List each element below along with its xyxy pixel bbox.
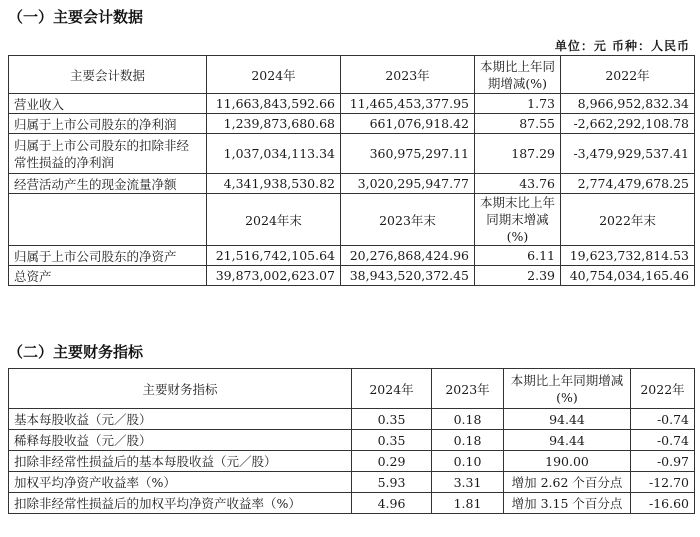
section-title-accounting-data: （一）主要会计数据 (8, 8, 144, 26)
header-cell: 2024年末 (207, 194, 341, 246)
row-label: 归属于上市公司股东的扣除非经常性损益的净利润 (9, 134, 207, 174)
table-row (9, 430, 695, 451)
value-cell: -16.60 (631, 493, 695, 514)
header-cell: 2023年 (341, 56, 475, 94)
row-label: 归属于上市公司股东的净资产 (9, 246, 207, 266)
header-cell: 2022年 (631, 369, 695, 409)
value-cell: 1.81 (432, 493, 504, 514)
value-cell: 1.73 (475, 94, 561, 114)
table-row (9, 114, 695, 134)
value-cell: 6.11 (475, 246, 561, 266)
value-cell: 2.39 (475, 266, 561, 286)
value-cell: 5.93 (352, 472, 432, 493)
header-cell: 2024年 (352, 369, 432, 409)
header-cell: 2023年 (432, 369, 504, 409)
value-cell: 0.29 (352, 451, 432, 472)
header-cell: 本期比上年同期增减(%) (504, 369, 631, 409)
table-header-row (9, 369, 695, 409)
header-cell: 主要财务指标 (9, 369, 352, 409)
value-cell: 661,076,918.42 (341, 114, 475, 134)
table-row (9, 94, 695, 114)
value-cell: 39,873,002,623.07 (207, 266, 341, 286)
value-cell: 94.44 (504, 409, 631, 430)
value-cell: 4,341,938,530.82 (207, 174, 341, 194)
value-cell: 1,239,873,680.68 (207, 114, 341, 134)
header-cell: 2022年末 (561, 194, 695, 246)
value-cell: -0.74 (631, 430, 695, 451)
value-cell: -2,662,292,108.78 (561, 114, 695, 134)
header-cell: 本期末比上年同期末增减(%) (475, 194, 561, 246)
value-cell: -3,479,929,537.41 (561, 134, 695, 174)
row-label: 扣除非经常性损益后的基本每股收益（元／股） (9, 451, 352, 472)
value-cell: 4.96 (352, 493, 432, 514)
value-cell: 0.18 (432, 409, 504, 430)
table-row (9, 493, 695, 514)
value-cell: 0.35 (352, 430, 432, 451)
row-label: 归属于上市公司股东的净利润 (9, 114, 207, 134)
row-label: 加权平均净资产收益率（%） (9, 472, 352, 493)
table-subheader-row (9, 194, 695, 246)
table-row (9, 472, 695, 493)
value-cell: 0.18 (432, 430, 504, 451)
row-label: 经营活动产生的现金流量净额 (9, 174, 207, 194)
value-cell: 19,623,732,814.53 (561, 246, 695, 266)
section-title-financial-indicators: （二）主要财务指标 (8, 343, 144, 361)
header-cell: 2023年末 (341, 194, 475, 246)
value-cell: 2,774,479,678.25 (561, 174, 695, 194)
value-cell: 38,943,520,372.45 (341, 266, 475, 286)
header-cell: 本期比上年同期增减(%) (475, 56, 561, 94)
value-cell: 11,465,453,377.95 (341, 94, 475, 114)
value-cell: 3,020,295,947.77 (341, 174, 475, 194)
value-cell: 43.76 (475, 174, 561, 194)
table-row (9, 451, 695, 472)
financial-indicators-table (8, 368, 695, 514)
value-cell: 3.31 (432, 472, 504, 493)
value-cell: -0.74 (631, 409, 695, 430)
value-cell: 11,663,843,592.66 (207, 94, 341, 114)
header-cell: 主要会计数据 (9, 56, 207, 94)
row-label: 营业收入 (9, 94, 207, 114)
value-cell: 增加 3.15 个百分点 (504, 493, 631, 514)
value-cell: 增加 2.62 个百分点 (504, 472, 631, 493)
table-row (9, 266, 695, 286)
row-label: 稀释每股收益（元／股） (9, 430, 352, 451)
value-cell: 94.44 (504, 430, 631, 451)
header-cell: 2024年 (207, 56, 341, 94)
value-cell: 360,975,297.11 (341, 134, 475, 174)
table-header-row (9, 56, 695, 94)
value-cell: 87.55 (475, 114, 561, 134)
table-row (9, 174, 695, 194)
value-cell: 21,516,742,105.64 (207, 246, 341, 266)
value-cell: 0.35 (352, 409, 432, 430)
value-cell: 190.00 (504, 451, 631, 472)
table-row (9, 246, 695, 266)
table-row (9, 409, 695, 430)
header-cell (9, 194, 207, 246)
value-cell: 8,966,952,832.34 (561, 94, 695, 114)
value-cell: 187.29 (475, 134, 561, 174)
value-cell: 20,276,868,424.96 (341, 246, 475, 266)
row-label: 扣除非经常性损益后的加权平均净资产收益率（%） (9, 493, 352, 514)
value-cell: -12.70 (631, 472, 695, 493)
row-label: 总资产 (9, 266, 207, 286)
value-cell: -0.97 (631, 451, 695, 472)
row-label: 基本每股收益（元／股） (9, 409, 352, 430)
accounting-data-table (8, 55, 695, 286)
value-cell: 1,037,034,113.34 (207, 134, 341, 174)
unit-currency-note: 单位：元 币种：人民币 (554, 39, 690, 53)
table-row (9, 134, 695, 174)
value-cell: 40,754,034,165.46 (561, 266, 695, 286)
value-cell: 0.10 (432, 451, 504, 472)
header-cell: 2022年 (561, 56, 695, 94)
